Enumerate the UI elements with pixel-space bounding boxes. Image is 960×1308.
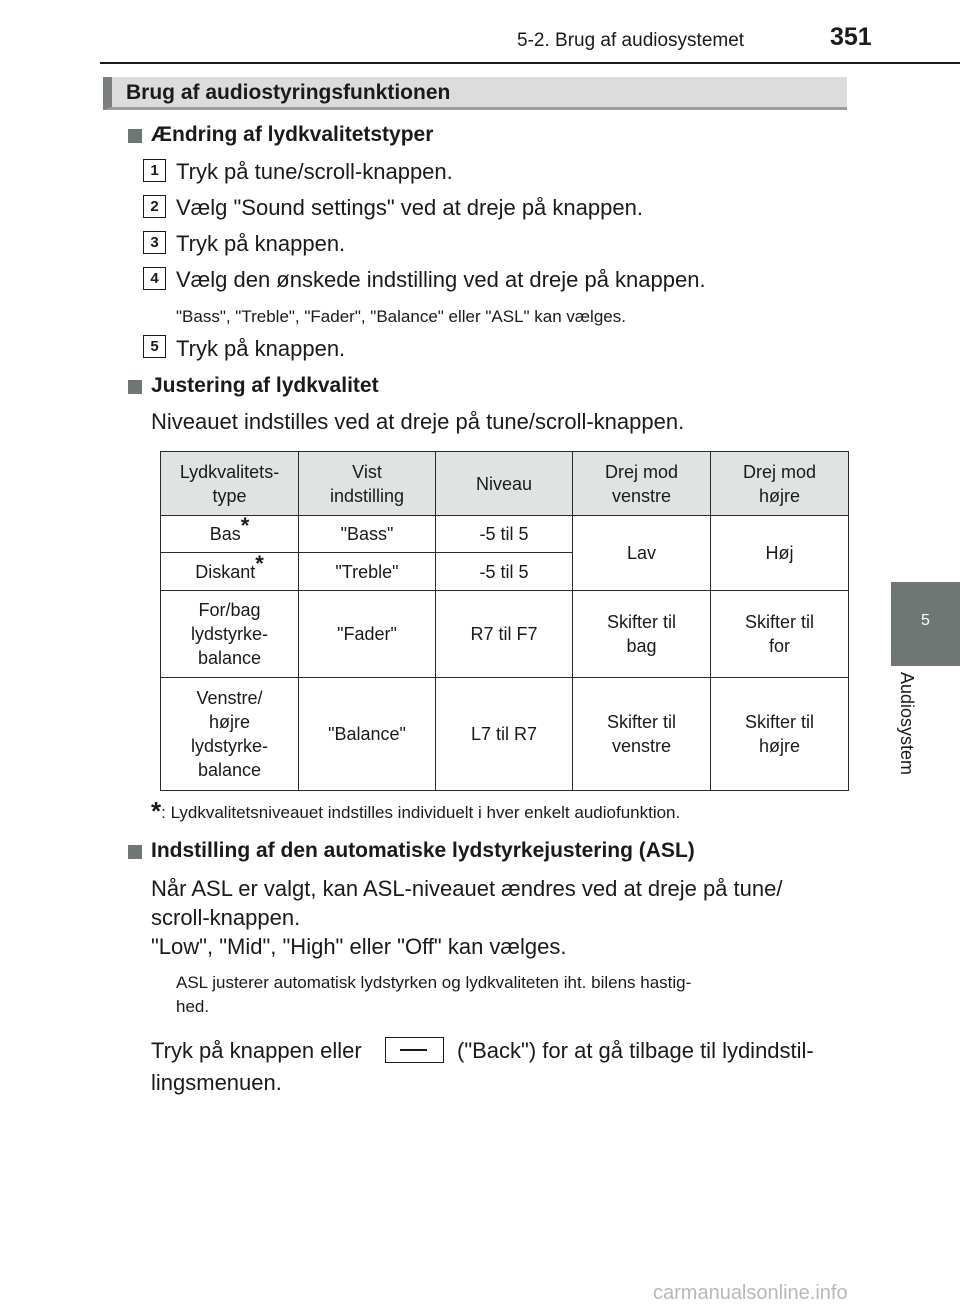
table-cell [161, 513, 299, 553]
cell-text: -5 til 5 [479, 524, 529, 544]
table-cell [299, 591, 436, 678]
chapter-tab-divider [891, 660, 960, 666]
body-text: Når ASL er valgt, kan ASL-niveauet ændres ved at dreje på tune/ [151, 876, 783, 901]
cell-text: Skifter til venstre [606, 712, 676, 756]
column-header [711, 452, 849, 516]
table-cell [161, 678, 299, 791]
note-text: ASL justerer automatisk lydstyrken og lydkvaliteten iht. bilens hastig- [176, 973, 692, 992]
chapter-number: 5 [921, 612, 930, 629]
column-header [161, 452, 299, 516]
section-banner [103, 77, 847, 110]
table-cell [299, 678, 436, 791]
body-text: Tryk på knappen eller [151, 1038, 362, 1063]
table-row [161, 591, 849, 678]
column-header-text: Lydkvalitets- type [179, 461, 280, 506]
cell-text: Høj [765, 543, 794, 563]
step-text: Tryk på knappen. [176, 336, 346, 361]
cell-text: "Treble" [335, 561, 399, 582]
table-cell [711, 678, 849, 791]
table-row [161, 516, 849, 553]
cell-text: Skifter til for [744, 612, 814, 656]
table-cell [436, 591, 573, 678]
page-number: 351 [830, 23, 872, 51]
sound-quality-table [160, 451, 849, 791]
column-header [436, 452, 573, 516]
cell-text: "Bass" [340, 524, 394, 544]
cell-text: R7 til F7 [470, 624, 538, 644]
step-text: Vælg den ønskede indstilling ved at dreje på knappen. [176, 267, 706, 292]
cell-text: For/bag lydstyrke- balance [190, 600, 268, 668]
bullet-icon [128, 845, 142, 859]
table-cell [436, 553, 573, 591]
step-note: "Bass", "Treble", "Fader", "Balance" eller "ASL" kan vælges. [176, 307, 626, 326]
table-cell [711, 591, 849, 678]
cell-text: Diskant [195, 561, 256, 582]
watermark: carmanualsonline.info [653, 1282, 848, 1304]
note-text: hed. [176, 997, 210, 1016]
step-text: Vælg "Sound settings" ved at dreje på knappen. [176, 195, 643, 220]
cell-text: Skifter til højre [744, 712, 814, 756]
column-header-text: Vist indstilling [329, 461, 405, 506]
table-cell [299, 553, 436, 591]
cell-text: "Fader" [337, 624, 397, 644]
chapter-label [895, 672, 919, 792]
footnote-asterisk: * [151, 796, 162, 826]
table-cell [161, 591, 299, 678]
bullet-icon [128, 129, 142, 143]
subsection-heading: Ændring af lydkvalitetstyper [151, 123, 434, 146]
table-cell [573, 516, 711, 591]
body-text: lingsmenuen. [151, 1070, 282, 1095]
cell-text: Skifter til bag [606, 612, 676, 656]
table-header-row [161, 452, 849, 516]
bullet-icon [128, 380, 142, 394]
body-text: Niveauet indstilles ved at dreje på tune/scroll-knappen. [151, 409, 685, 434]
footnote-text: : Lydkvalitetsniveauet indstilles individuelt i hver enkelt audiofunktion. [161, 803, 681, 822]
step-text: Tryk på tune/scroll-knappen. [176, 159, 453, 184]
cell-text: -5 til 5 [479, 561, 529, 582]
asterisk-mark: * [255, 550, 264, 576]
column-header-text: Niveau [475, 473, 533, 494]
body-text: "Low", "Mid", "High" eller "Off" kan vælges. [151, 934, 567, 959]
table-cell [299, 516, 436, 553]
section-banner-title: Brug af audiostyringsfunktionen [126, 81, 451, 104]
step-number: 3 [143, 231, 166, 254]
column-header-text: Drej mod venstre [604, 461, 679, 506]
cell-text: Bas [209, 524, 241, 544]
chapter-tab [891, 582, 960, 660]
step-number: 1 [143, 159, 166, 182]
subsection-heading: Indstilling af den automatiske lydstyrkejustering (ASL) [151, 839, 695, 862]
column-header-text: Drej mod højre [742, 461, 817, 506]
chapter-label-text: Audiosystem [897, 672, 917, 776]
header-rule [100, 62, 960, 64]
table-cell [161, 550, 299, 591]
table-cell [436, 678, 573, 791]
table-cell [711, 516, 849, 591]
table-row [161, 678, 849, 791]
cell-text: L7 til R7 [470, 724, 538, 744]
back-button-icon [385, 1037, 444, 1063]
table-cell [573, 678, 711, 791]
step-number: 5 [143, 335, 166, 358]
body-text: scroll-knappen. [151, 905, 301, 930]
section-title: 5-2. Brug af audiosystemet [517, 30, 745, 51]
cell-text: Lav [626, 543, 657, 563]
body-text: ("Back") for at gå tilbage til lydindstil- [457, 1038, 814, 1063]
cell-text: "Balance" [328, 724, 406, 744]
column-header [573, 452, 711, 516]
asterisk-mark: * [240, 513, 250, 538]
table-cell [436, 516, 573, 553]
cell-text: Venstre/ højre lydstyrke- balance [190, 688, 268, 780]
step-number: 4 [143, 267, 166, 290]
footnote [151, 796, 680, 827]
table-cell [573, 591, 711, 678]
step-text: Tryk på knappen. [176, 231, 346, 256]
subsection-heading: Justering af lydkvalitet [151, 374, 379, 397]
column-header [299, 452, 436, 516]
step-number: 2 [143, 195, 166, 218]
